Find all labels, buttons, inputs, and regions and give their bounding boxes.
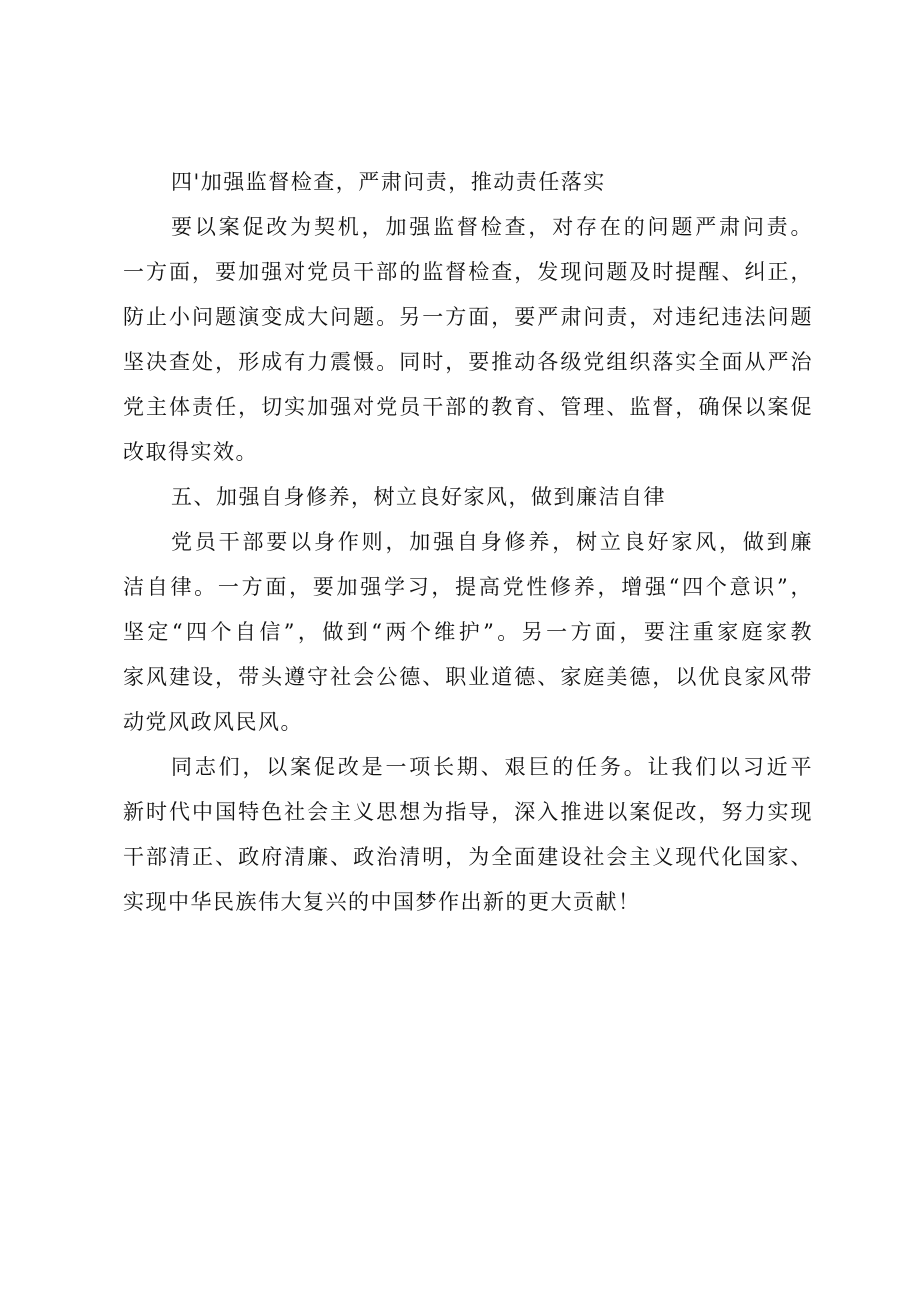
closing-paragraph-line: 干部清正、政府清廉、政治清明，为全面建设社会主义现代化国家、: [123, 845, 813, 869]
section-4-paragraph-line: 改取得实效。: [123, 440, 258, 464]
section-5-paragraph-line: 洁自律。一方面，要加强学习，提高党性修养，增强“四个意识”，: [123, 575, 813, 599]
section-4-paragraph-line: 党主体责任，切实加强对党员干部的教育、管理、监督，确保以案促: [123, 395, 813, 419]
closing-paragraph-line: 实现中华民族伟大复兴的中国梦作出新的更大贡献！: [123, 890, 641, 914]
section-4-paragraph-line: 一方面，要加强对党员干部的监督检查，发现问题及时提醒、纠正，: [123, 260, 813, 284]
section-4-heading: 四'加强监督检查，严肃问责，推动责任落实: [171, 170, 606, 194]
section-5-paragraph-line: 党员干部要以身作则，加强自身修养，树立良好家风，做到廉: [171, 530, 813, 554]
closing-paragraph-line: 新时代中国特色社会主义思想为指导，深入推进以案促改，努力实现: [123, 800, 813, 824]
document-body: [123, 160, 813, 925]
closing-paragraph-line: 同志们，以案促改是一项长期、艰巨的任务。让我们以习近平: [171, 755, 813, 779]
section-5-paragraph-line: 坚定“四个自信”，做到“两个维护”。另一方面，要注重家庭家教: [123, 620, 813, 644]
section-4-paragraph-line: 坚决查处，形成有力震慑。同时，要推动各级党组织落实全面从严治: [123, 350, 813, 374]
section-5-heading: 五、加强自身修养，树立良好家风，做到廉洁自律: [171, 485, 666, 509]
section-4-paragraph-line: 防止小问题演变成大问题。另一方面，要严肃问责，对违纪违法问题: [123, 305, 813, 329]
section-5-paragraph-line: 动党风政风民风。: [123, 710, 303, 734]
section-4-paragraph-line: 要以案促改为契机，加强监督检查，对存在的问题严肃问责。: [171, 215, 813, 239]
section-5-paragraph-line: 家风建设，带头遵守社会公德、职业道德、家庭美德，以优良家风带: [123, 665, 813, 689]
